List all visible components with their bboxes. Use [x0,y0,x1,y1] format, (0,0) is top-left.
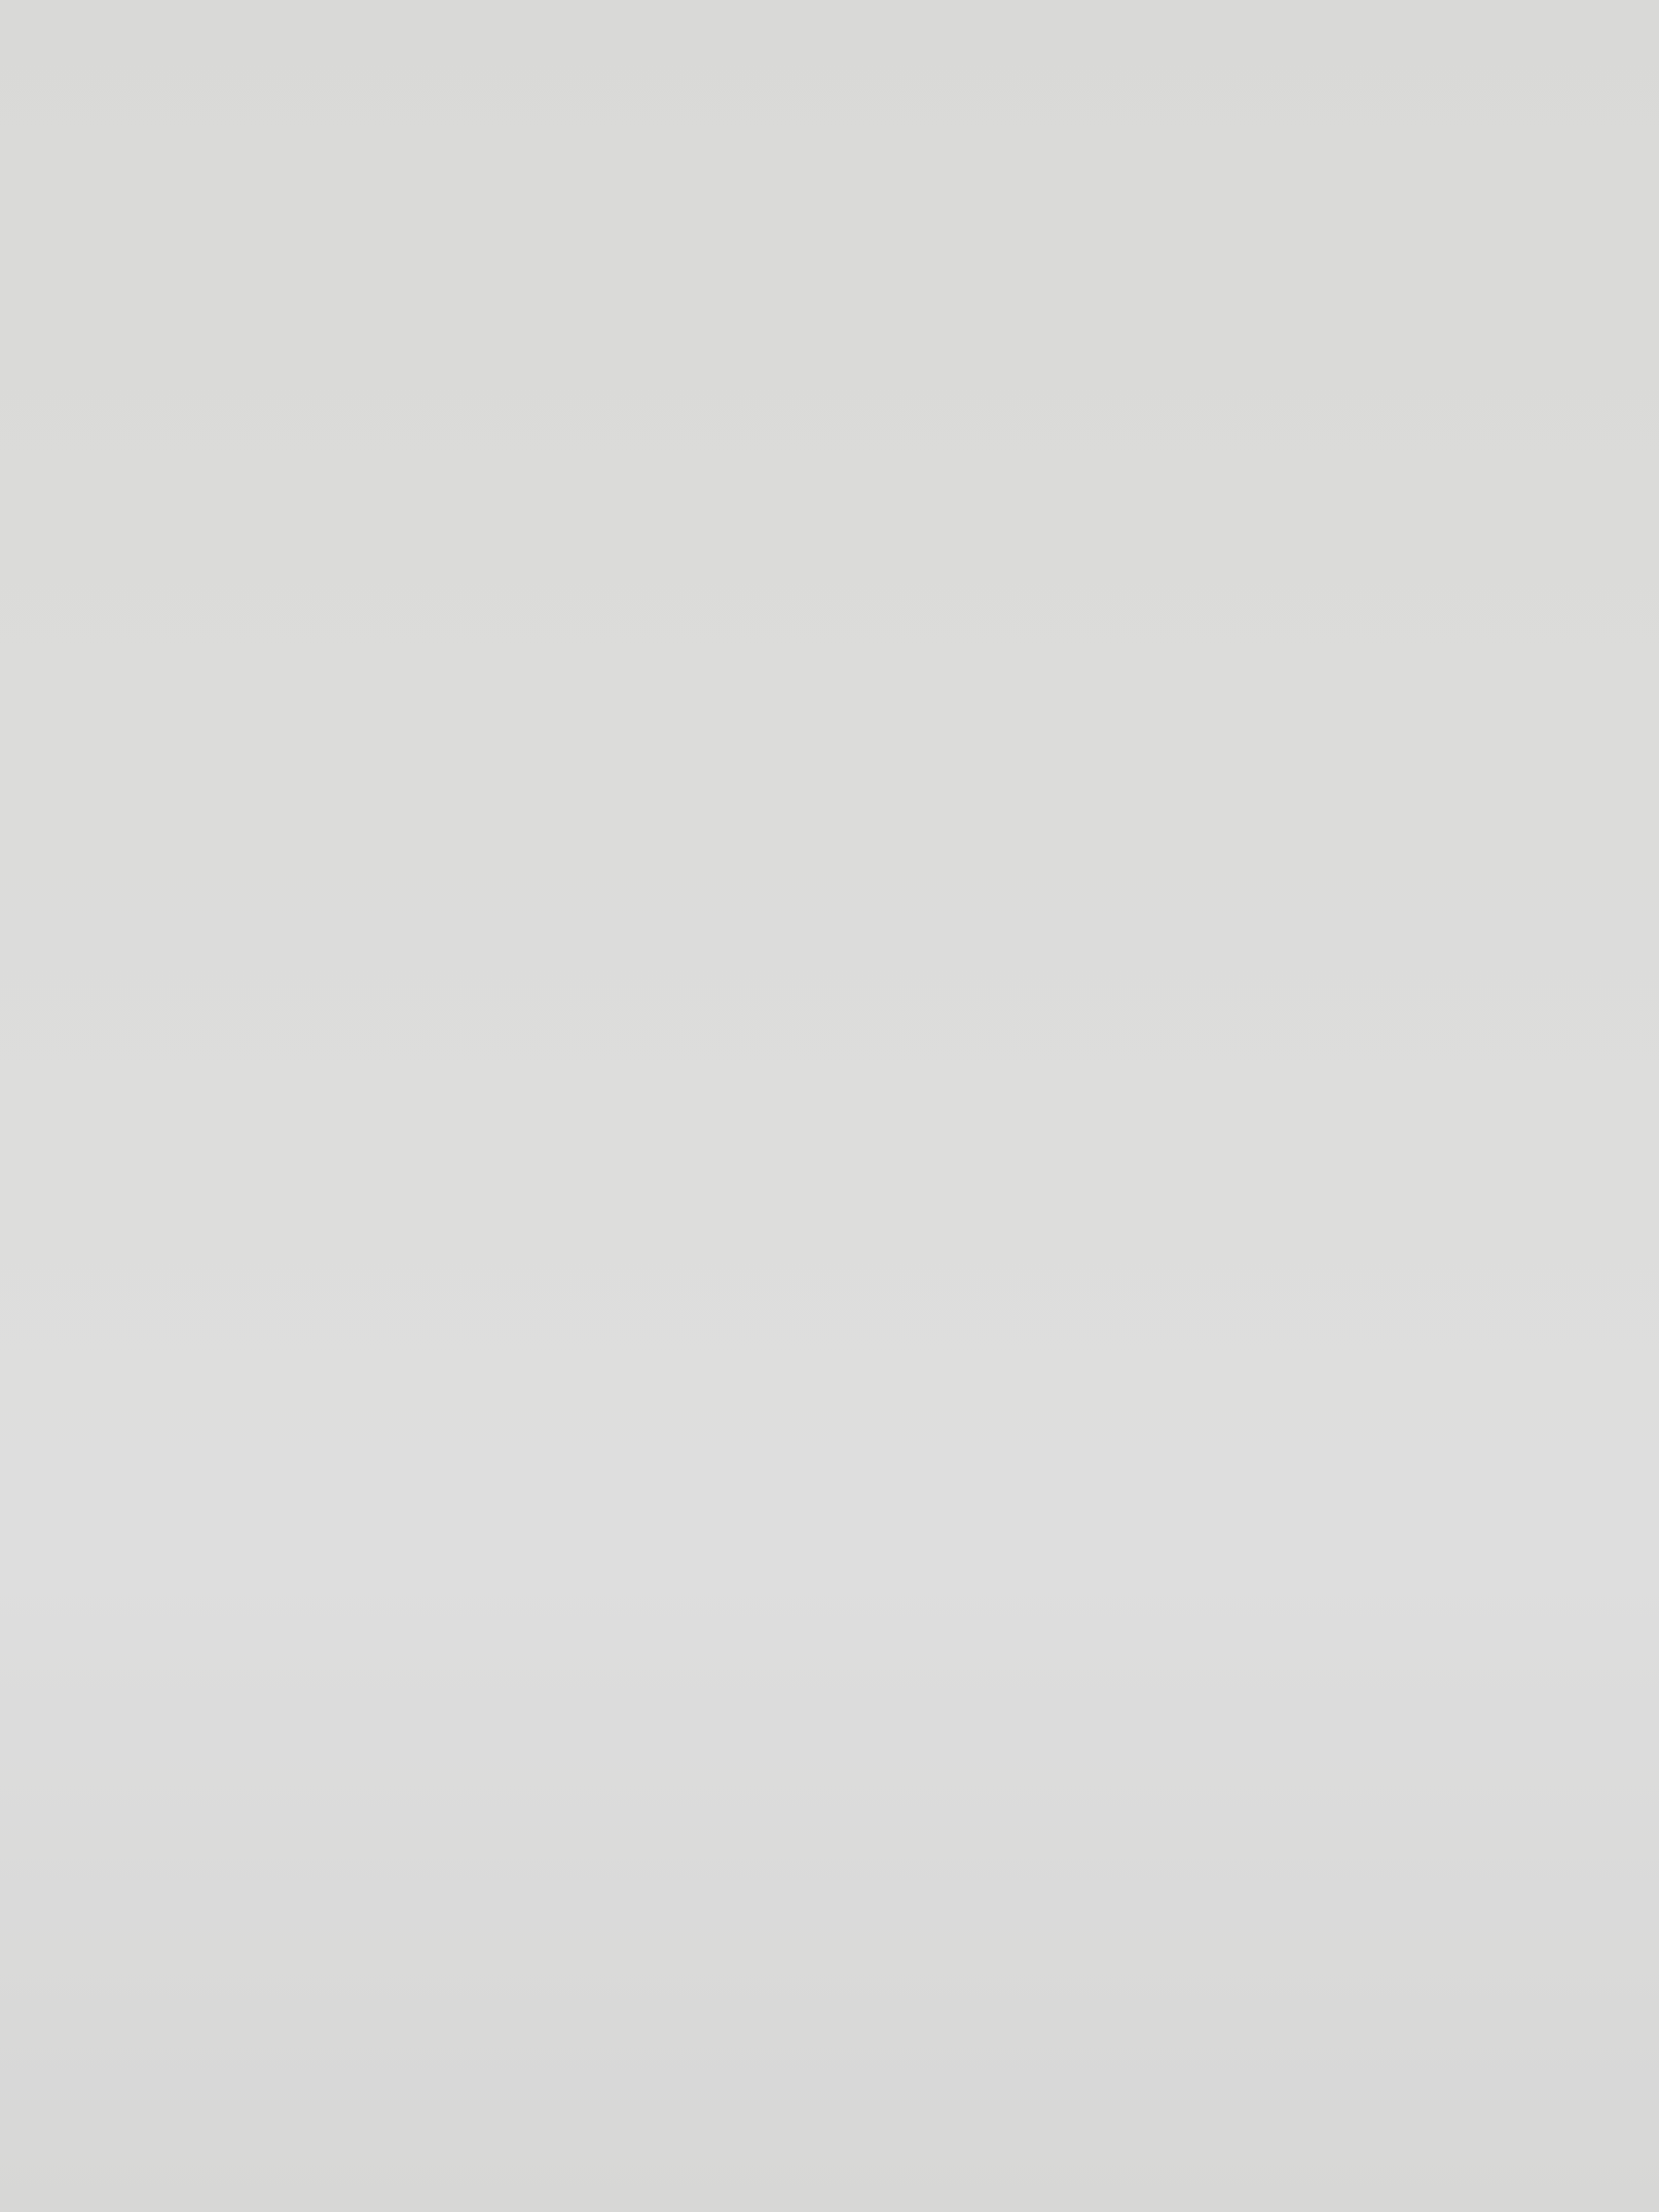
bleed-through-text [39,0,1655,175]
